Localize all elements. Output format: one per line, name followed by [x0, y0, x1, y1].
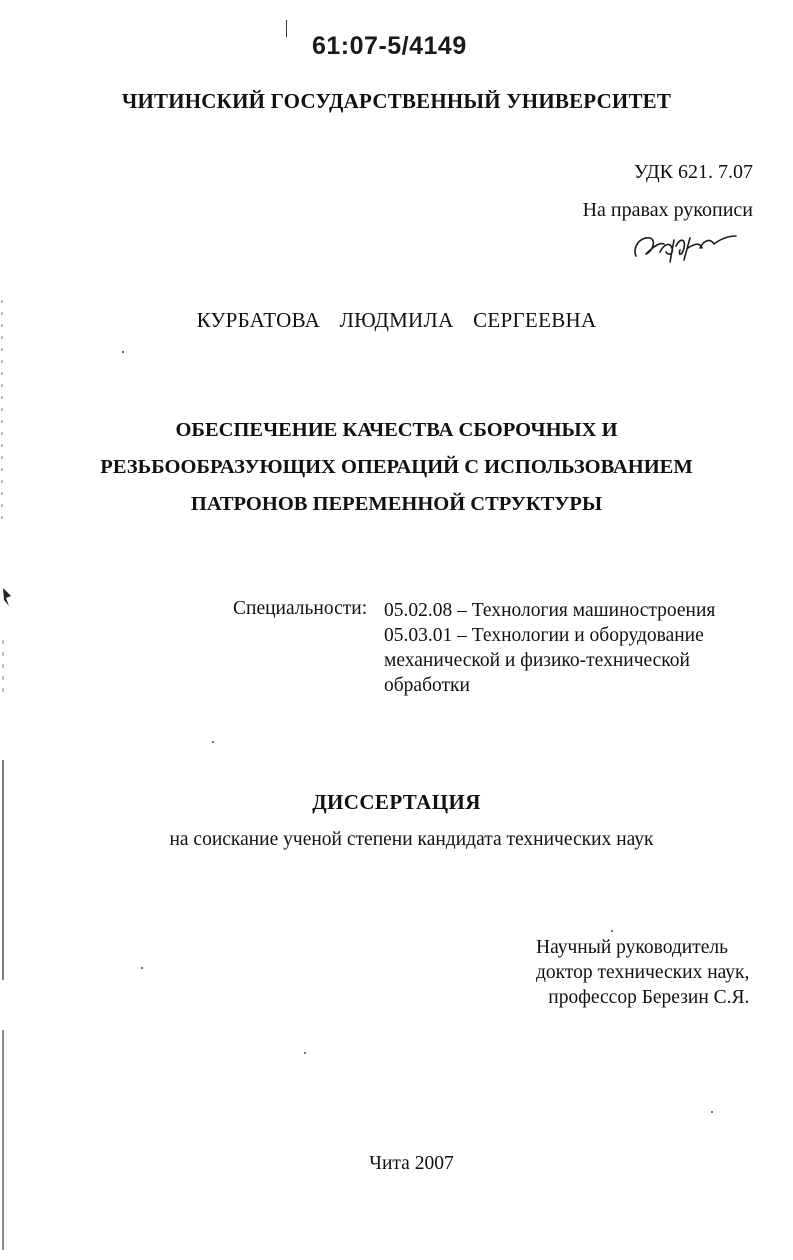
supervisor-line: доктор технических наук, [536, 962, 750, 983]
rights-note: На правах рукописи [582, 199, 753, 221]
supervisor-line: Научный руководитель [536, 937, 729, 958]
supervisor-line: профессор Березин С.Я. [548, 987, 750, 1008]
title-line: ПАТРОНОВ ПЕРЕМЕННОЙ СТРУКТУРЫ [190, 493, 603, 515]
dissertation-title [0, 412, 793, 523]
work-type: ДИССЕРТАЦИЯ [312, 790, 481, 814]
university-name: ЧИТИНСКИЙ ГОСУДАРСТВЕННЫЙ УНИВЕРСИТЕТ [121, 89, 672, 113]
specialty-line: механической и физико-технической [384, 650, 690, 671]
place-year: Чита 2007 [369, 1153, 454, 1174]
scan-edge-marks [0, 0, 14, 1260]
scan-speck [212, 741, 214, 743]
scan-speck [611, 930, 613, 932]
specialties-label: Специальности: [233, 598, 368, 619]
specialty-line: обработки [384, 675, 470, 696]
title-line: ОБЕСПЕЧЕНИЕ КАЧЕСТВА СБОРОЧНЫХ И [175, 419, 618, 441]
udk-code: УДК 621. 7.07 [633, 161, 753, 183]
title-line: РЕЗЬБООБРАЗУЮЩИХ ОПЕРАЦИЙ С ИСПОЛЬЗОВАНИЕМ [100, 456, 693, 478]
specialty-line: 05.03.01 – Технологии и оборудование [384, 625, 704, 646]
registry-code: 61:07-5/4149 [312, 32, 467, 60]
scan-speck [122, 351, 124, 353]
scan-speck [141, 967, 143, 969]
author-name: КУРБАТОВА ЛЮДМИЛА СЕРГЕЕВНА [196, 308, 597, 332]
scan-speck [711, 1111, 713, 1113]
specialty-line: 05.02.08 – Технология машиностроения [384, 600, 716, 621]
degree-line: на соискание ученой степени кандидата технических наук [169, 829, 654, 850]
supervisor-block [536, 935, 749, 1010]
author-signature [630, 226, 740, 266]
specialties-list [384, 598, 715, 698]
scan-speck [304, 1052, 306, 1054]
scan-mark [286, 20, 287, 37]
